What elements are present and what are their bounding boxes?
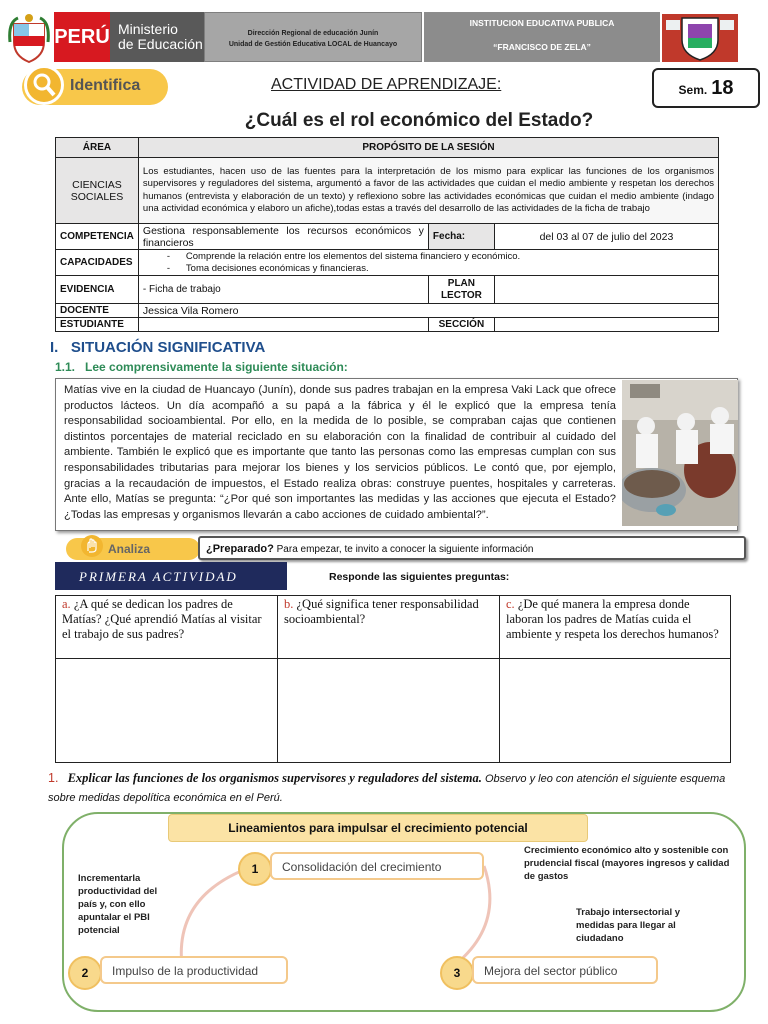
competencia-value: Gestiona responsablemente los recursos económicos y financieros <box>138 224 428 250</box>
question-a: a. ¿A qué se dedican los padres de Matías? ¿Qué aprendió Matías al visitar el trabajo de sus padres? <box>56 596 278 659</box>
page-title: ¿Cuál es el rol económico del Estado? <box>244 110 594 131</box>
header <box>0 10 768 66</box>
factory-photo <box>622 380 738 526</box>
capacidades-label: CAPACIDADES <box>56 250 139 276</box>
story-box <box>55 378 738 531</box>
seccion-field[interactable] <box>494 318 718 332</box>
peru-logo: PERÚ <box>54 12 110 62</box>
question-c: c. ¿De qué manera la empresa donde laboran los padres de Matías cuida el ambiente y respeta los derechos humanos? <box>500 596 731 659</box>
node-mejora: Mejora del sector público <box>472 956 658 984</box>
node-number: 1 <box>238 852 272 886</box>
session-info-table <box>55 137 719 332</box>
story-text: Matías vive en la ciudad de Huancayo (Junín), donde sus padres trabajan en la empresa Vaki Lack que ofrece productos lácteos. Un día acompañó a su papá a la fábrica y él le explicó que la empresa tenía responsabilidad socioambiental. Por ello, en la medida de lo posible, se compraban cajas que contienen distintos porcentajes de material reciclado en su elaboración con la finalidad de contribuir al cuidado del ambiente. También le explicó que es importante que tanto las personas como las empresas cumplan con sus responsabilidades tributarias para mejorar los bienes y los servicios públicos. Le contó que, por ejemplo, gracias a la recaudación de impuestos, el Estado realiza obras: construye puentes, hospitales y carreteras. Ante ello, Matías se pregunta: “¿Por qué son importantes las medidas y las acciones que ejecuta el Estado? ¿Todas las empresas y organismos llevarán a cabo acciones de cuidado ambiental?”. <box>64 384 616 521</box>
node-consolidacion: Consolidación del crecimiento <box>270 852 484 880</box>
docente-label: DOCENTE <box>56 304 139 318</box>
hand-icon <box>80 534 104 558</box>
primera-actividad-banner: PRIMERA ACTIVIDAD <box>55 562 287 590</box>
identifica-badge: Identifica <box>22 69 168 105</box>
area-header: ÁREA <box>56 138 139 158</box>
evidencia-label: EVIDENCIA <box>56 276 139 304</box>
competencia-label: COMPETENCIA <box>56 224 139 250</box>
school-box: INSTITUCION EDUCATIVA PUBLICA “FRANCISCO DE ZELA” <box>424 12 660 62</box>
note-crecimiento: Crecimiento económico alto y sostenible con prudencial fiscal (mayores ingresos y calidad de gastos <box>524 845 730 882</box>
responde-label: Responde las siguientes preguntas: <box>329 571 510 583</box>
node-number: 3 <box>440 956 474 990</box>
questions-table <box>55 595 731 763</box>
magnifier-icon <box>24 65 64 105</box>
ministry-logo: Ministerio de Educación <box>110 12 204 62</box>
proposito-header: PROPÓSITO DE LA SESIÓN <box>138 138 718 158</box>
answer-c-field[interactable] <box>500 659 731 763</box>
question-b: b. ¿Qué significa tener responsabilidad socioambiental? <box>278 596 500 659</box>
lineamientos-diagram <box>62 812 746 1012</box>
analiza-badge: Analiza <box>66 538 200 560</box>
estudiante-field[interactable] <box>138 318 428 332</box>
capacidad-item: - Comprende la relación entre los elementos del sistema financiero y económico. <box>166 250 521 262</box>
fecha-value: del 03 al 07 de julio del 2023 <box>494 224 718 250</box>
node-impulso: Impulso de la productividad <box>100 956 288 984</box>
node-number: 2 <box>68 956 102 990</box>
activity-title: ACTIVIDAD DE APRENDIZAJE: <box>271 76 502 93</box>
prep-box: ¿Preparado? Para empezar, te invito a conocer la siguiente información <box>198 536 746 560</box>
seccion-label: SECCIÓN <box>428 318 494 332</box>
diagram-title: Lineamientos para impulsar el crecimiento potencial <box>168 814 588 842</box>
answer-b-field[interactable] <box>278 659 500 763</box>
note-trabajo: Trabajo intersectorial y medidas para llegar al ciudadano <box>576 907 681 944</box>
area-value: CIENCIAS SOCIALES <box>56 158 139 224</box>
coat-of-arms-icon <box>8 12 50 64</box>
capacidades-list <box>138 250 718 276</box>
proposito-text: Los estudiantes, hacen uso de las fuentes para la interpretación de los mismo para explicar las funciones de los organismos supervisores y reguladores del sistema, argumentó a favor de las actividades que cuidan el medio ambiente y respetan los derechos humanos (entrevista y elaboración de un texto) y reflexiono sobre las actividades económicas que cuidan el medio ambiente (indago una actividad económica y elaboro un afiche),todas estas a través del desarrollo de las actividades de la ficha de trabajo <box>138 158 718 224</box>
estudiante-label: ESTUDIANTE <box>56 318 139 332</box>
dre-box: Dirección Regional de educación Junín Unidad de Gestión Educativa LOCAL de Huancayo <box>204 12 422 62</box>
note-productividad: Incrementarla productividad del país y, con ello apuntalar el PBI potencial <box>78 873 158 936</box>
answer-a-field[interactable] <box>56 659 278 763</box>
plan-lector-label: PLAN LECTOR <box>428 276 494 304</box>
week-box: Sem. 18 <box>652 68 760 108</box>
section-title: I. SITUACIÓN SIGNIFICATIVA <box>50 339 266 356</box>
section-subtitle: 1.1. Lee comprensivamente la siguiente situación: <box>55 360 348 374</box>
explicar-instruction: 1. Explicar las funciones de los organismos supervisores y reguladores del sistema. Observo y leo con atención el siguiente esquema sobre medidas depolítica económica en el Perú. <box>48 771 726 804</box>
evidencia-value: - Ficha de trabajo <box>138 276 428 304</box>
docente-value: Jessica Vila Romero <box>138 304 718 318</box>
plan-lector-value[interactable] <box>494 276 718 304</box>
school-emblem-icon <box>662 14 738 62</box>
fecha-label: Fecha: <box>428 224 494 250</box>
capacidad-item: - Toma decisiones económicas y financieras. <box>166 262 369 274</box>
